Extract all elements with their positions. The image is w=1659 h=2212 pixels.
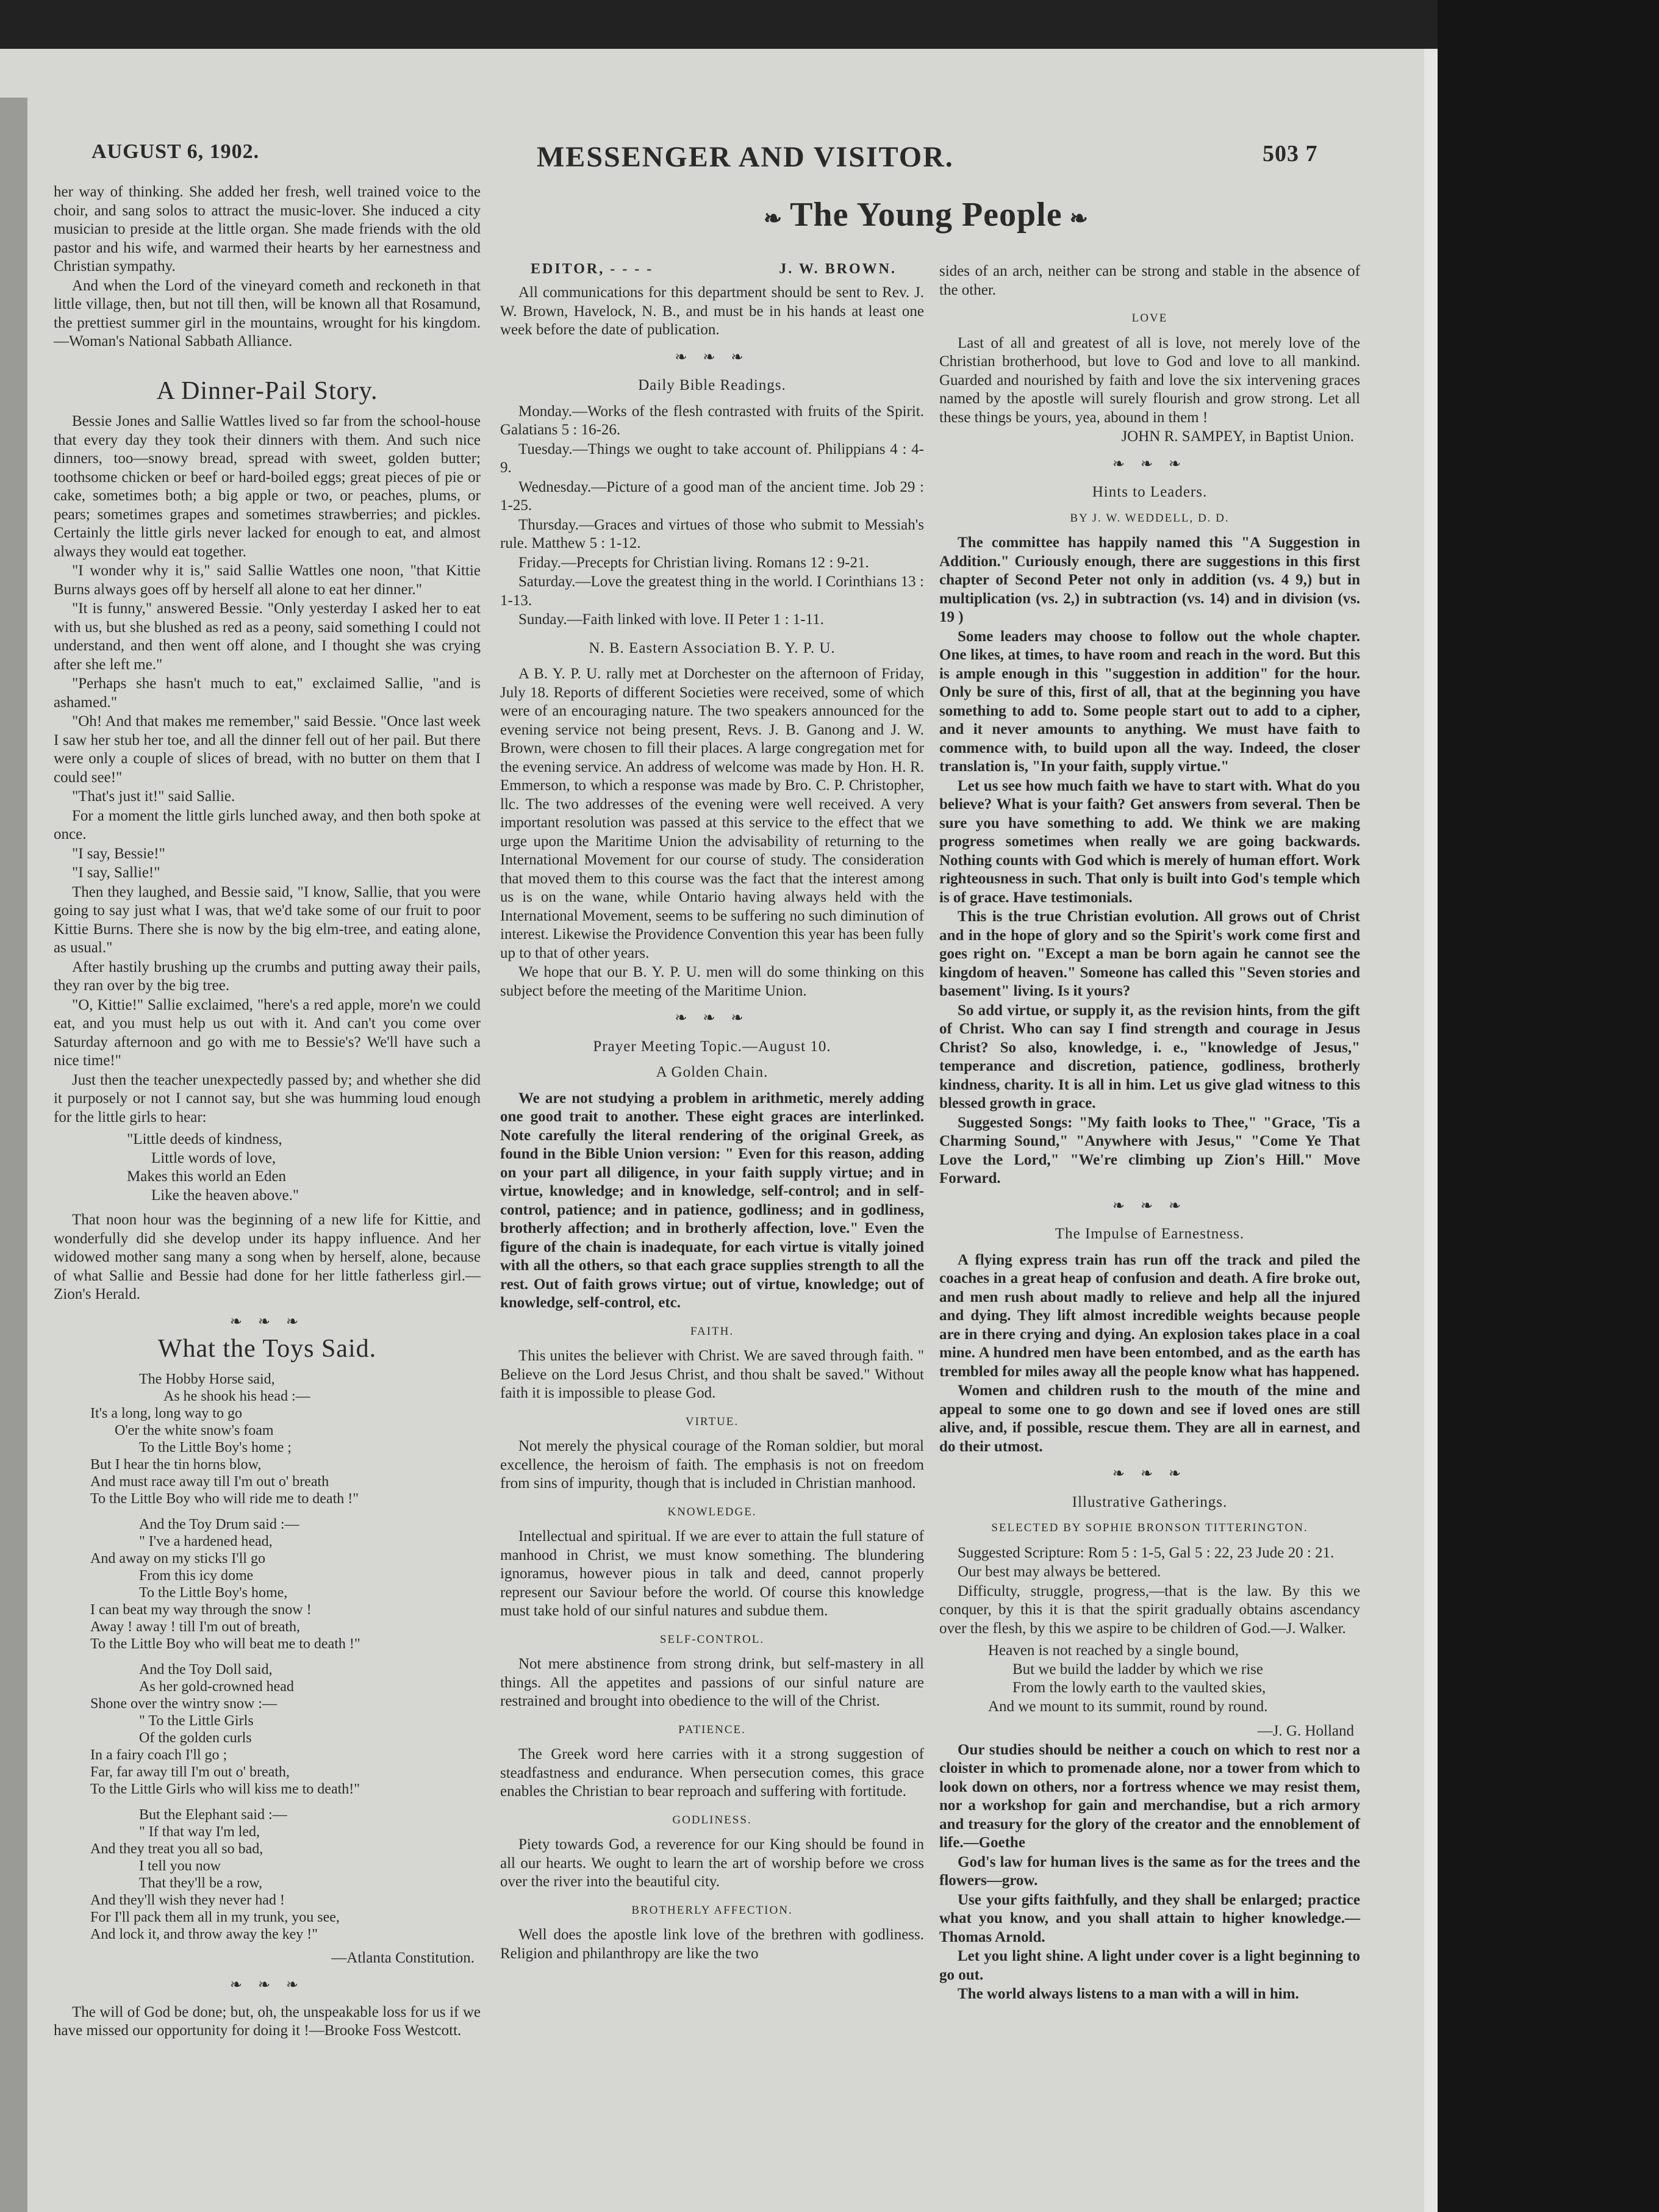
poem-line: Heaven is not reached by a single bound, [988,1642,1239,1659]
subhead-virtue: VIRTUE. [685,1415,739,1428]
paragraph: Not mere abstinence from strong drink, but self-mastery in all things. All the appetites and passions of our sinful nature are restrained and brought into obedience to the will of the Christ. [500,1656,924,1709]
column-right [939,262,1360,2005]
paragraph: This unites the believer with Christ. We are saved through faith. " Believe on the Lord Jesus Christ, and thou shalt be saved." Without faith it is impossible to please God. [500,1348,924,1401]
poem-line: To the Little Boy's home ; [139,1439,292,1456]
poem-line: Shone over the wintry snow :— [90,1695,277,1712]
paragraph: sides of an arch, neither can be strong and stable in the absence of the other. [939,263,1360,298]
poem-line: As her gold-crowned head [139,1678,294,1695]
paragraph: "O, Kittie!" Sallie exclaimed, "here's a red apple, more'n we could eat, and you must help us out with it. And can't you come over Saturday afternoon and go with me to Bessie's? We'll have such a nice time!" [54,996,481,1069]
poem-line: In a fairy coach I'll go ; [90,1747,228,1763]
byline: SELECTED BY SOPHIE BRONSON TITTERINGTON. [991,1521,1308,1534]
paragraph: Our studies should be neither a couch on which to rest nor a cloister in which to promenade alone, nor a tower from which to look down on others, nor a fortress whence we may resist them, nor a workshop for gain and merchandise, but a rich armory and treasury for the glory of the creator and the ennoblement of life.—Goethe [939,1741,1360,1851]
poem-line: And we mount to its summit, round by round. [988,1698,1268,1715]
paragraph: And when the Lord of the vineyard cometh and reckoneth in that little village, then, but not till then, will be known all that Rosamund, the prettiest summer girl in the mountains, wrought for his kingdom.—Woman's National Sabbath Alliance. [54,277,481,350]
page-edge [1424,49,1438,2212]
paragraph: The Greek word here carries with it a strong suggestion of steadfastness and endurance. When persecution comes, this grace enables the Christian to bear reproach and suffering with fortitude. [500,1746,924,1800]
paragraph: A flying express train has run off the track and piled the coaches in a great heap of confusion and death. A fire broke out, and men rush about madly to relieve and help all the injured and dying. They lift almost incredible weights because people are in there crying and dying. An explosion takes place in a coal mine. A hundred men have been entombed, and as the earth has trembled for miles away all the people know what has happened. [939,1251,1360,1380]
section-ornament: ❧ ❧ ❧ [229,1977,305,1993]
poem-line: For I'll pack them all in my trunk, you see, [90,1909,340,1925]
paragraph: Intellectual and spiritual. If we are ever to attain the full stature of manhood in Christ, we must know something. The blundering ignoramus, however pious in talk and deed, cannot properly represent our Saviour before the world. Of course this knowledge must take hold of our sinful natures and subdue them. [500,1528,924,1619]
paragraph: We hope that our B. Y. P. U. men will do some thinking on this subject before the meeting of the Maritime Union. [500,964,924,999]
section-title-prayer: Prayer Meeting Topic.—August 10. [593,1038,831,1055]
paragraph: Our best may always be bettered. [958,1564,1161,1580]
poem-line: To the Little Girls who will kiss me to death!" [90,1781,360,1797]
paragraph: "I say, Sallie!" [72,864,160,881]
poem-line: " I've a hardened head, [139,1533,273,1549]
paragraph: Just then the teacher unexpectedly passed by; and whether she did it purposely or not I cannot say, but she was humming loud enough for the little girls to hear: [54,1071,481,1126]
paragraph: "It is funny," answered Bessie. "Only yesterday I asked her to eat with us, but she blushed as red as a peony, said something I could not understand, and then went off alone, and I thought she was crying after she left me." [54,600,481,673]
section-ornament: ❧ ❧ ❧ [675,349,750,365]
section-ornament: ❧ ❧ ❧ [1112,1198,1188,1214]
paragraph: Piety towards God, a reverence for our King should be found in all our hearts. We ought to learn the art of worship before we cross over the river into the beautiful city. [500,1836,924,1890]
poem-line: And they'll wish they never had ! [90,1892,285,1908]
notice: All communications for this department should be sent to Rev. J. W. Brown, Havelock, N. B., and must be in his hands at least one week before the date of publication. [500,284,924,338]
poem-line: To the Little Boy's home, [139,1584,288,1601]
paragraph: This is the true Christian evolution. All grows out of Christ and in the hope of glory and so the Spirit's work come first and goes right on. "Except a man be born again he cannot see the kingdom of heaven." Someone has called this "Seven stories and basement" living. Is it yours? [939,908,1360,999]
closing-quote: The will of God be done; but, oh, the unspeakable loss for us if we have missed our opportunity for doing it !—Brooke Foss Westcott. [54,2003,481,2039]
subhead-self-control: SELF-CONTROL. [659,1632,765,1646]
subhead-brotherly: BROTHERLY AFFECTION. [631,1903,793,1917]
poem-line: " To the Little Girls [139,1712,254,1729]
page-number: 503 7 [1263,141,1318,167]
paper-title: MESSENGER AND VISITOR. [537,141,954,173]
poem-line: And away on my sticks I'll go [90,1550,265,1567]
subhead-love: LOVE [1131,312,1168,325]
paragraph: After hastily brushing up the crumbs and putting away their pails, they ran over by the big tree. [54,958,481,994]
paragraph: Some leaders may choose to follow out the whole chapter. One likes, at times, to have room and reach in the word. But this is ample enough in this "suggestion in addition" for the hour. Only be sure of this, first of all, that at the beginning you have something to add to. Some people start out to add to a cipher, and it never amounts to anything. We must have faith to commence with, to build upon all the way. Indeed, the closer translation is, "In your faith, supply virtue." [939,628,1360,775]
poem-line: Of the golden curls [139,1729,252,1746]
section-ornament: ❧ ❧ ❧ [1112,1466,1188,1482]
paragraph: Then they laughed, and Bessie said, "I know, Sallie, that you were going to say just what I was, that we'd take some of our fruit to poor Kittie Burns. There she is now by the big elm-tree, and eating alone, as usual." [54,883,481,956]
paragraph: Well does the apostle link love of the brethren with godliness. Religion and philanthropy are like the two [500,1927,924,1962]
paragraph: "Oh! And that makes me remember," said Bessie. "Once last week I saw her stub her toe, and all the dinner fell out of her pail. But there were only a couple of slices of bread, with no butter on them that I could see!" [54,713,481,786]
paragraph: Use your gifts faithfully, and they shall be enlarged; practice what you know, and you shall attain to higher knowledge.—Thomas Arnold. [939,1891,1360,1945]
paragraph: "I wonder why it is," said Sallie Wattles one noon, "that Kittie Burns always goes off by herself all alone to eat her dinner." [54,562,481,598]
verse-line: Makes this world an Eden [127,1168,287,1185]
paragraph: Difficulty, struggle, progress,—that is the law. By this we conquer, by this it is that the spirit gradually obtains ascendancy over the flesh, by this we aspire to be children of God.—J. Walker. [939,1582,1360,1637]
poem-source: —J. G. Holland [1257,1723,1354,1739]
poem-line: And must race away till I'm out o' breath [90,1473,329,1490]
paragraph: God's law for human lives is the same as for the trees and the flowers—grow. [939,1853,1360,1889]
article-title-toys: What the Toys Said. [157,1335,377,1363]
poem-line: But the Elephant said :— [139,1806,287,1823]
byline: JOHN R. SAMPEY, in Baptist Union. [1121,428,1354,445]
poem-line: And lock it, and throw away the key !" [90,1926,318,1942]
reading: Tuesday.—Things we ought to take account of. Philippians 4 : 4-9. [500,440,924,476]
section-title-impulse: The Impulse of Earnestness. [1055,1226,1245,1242]
department-title-text: The Young People [790,196,1062,234]
verse-line: "Little deeds of kindness, [127,1131,282,1147]
editor-line [531,261,897,278]
verse-line: Like the heaven above." [151,1187,299,1204]
poem-line: O'er the white snow's foam [115,1422,274,1438]
paragraph: That noon hour was the beginning of a new life for Kittie, and wonderfully did she develop under its happy influence. And her widowed mother sang many a song when by herself, alone, because of what Sallie and Bessie had done for her little fatherless girl.—Zion's Herald. [54,1212,481,1302]
reading: Sunday.—Faith linked with love. II Peter 1 : 1-11. [518,611,824,628]
poem-line: That they'll be a row, [139,1875,263,1891]
section-ornament: ❧ ❧ ❧ [229,1313,305,1330]
poem-line: And the Toy Doll said, [139,1661,273,1678]
poem-line: I tell you now [139,1858,221,1874]
fleuron-icon: ❧ [1069,206,1089,231]
column-middle [500,284,924,1964]
poem-line: I can beat my way through the snow ! [90,1601,312,1618]
section-ornament: ❧ ❧ ❧ [675,1010,750,1026]
paragraph: her way of thinking. She added her fresh, well trained voice to the choir, and sang solos to attract the music-lover. She induced a city musician to preside at the little organ. She made friends with the old pastor and his wife, and warmed their hearts by her earnestness and Christian sympathy. [54,184,481,275]
paragraph: We are not studying a problem in arithmetic, merely adding one good trait to another. These eight graces are interlinked. Note carefully the literal rendering of the original Greek, as found in the Bible Union version: " Even for this reason, adding on your part all diligence, in your faith supply virtue; and in virtue, knowledge; and in knowledge, self-control; and in self-control, patience; and in patience, godliness; and in godliness, brotherly affection; and in brotherly affection, love." Even the figure of the chain is inadequate, for each virtue is vitally joined with all the others, so that each grace supplies strength to all the rest. Out of faith grows virtue; out of virtue, knowledge; out of knowledge, self-control, etc. [500,1090,924,1311]
poem-line: " If that way I'm led, [139,1823,260,1840]
paragraph: The committee has happily named this "A Suggestion in Addition." Curiously enough, there are suggestions in this first chapter of Second Peter not only in addition (vs. 4 9,) but in multiplication (vs. 2,) in subtraction (vs. 14) and in division (vs. 19 ) [939,534,1360,625]
subhead-patience: PATIENCE. [678,1723,746,1736]
poem-line: Far, far away till I'm out o' breath, [90,1764,290,1780]
poem-line: To the Little Boy who will beat me to death !" [90,1636,360,1652]
column-left [54,183,481,2041]
byline: BY J. W. WEDDELL, D. D. [1070,511,1230,525]
poem-toys [90,1371,481,1943]
reading: Friday.—Precepts for Christian living. Romans 12 : 9-21. [518,554,869,571]
paragraph: Women and children rush to the mouth of the mine and appeal to some one to go down and see if loved ones are still alive, and, if possible, rescue them. They are all in earnest, and do their utmost. [939,1382,1360,1455]
section-ornament: ❧ ❧ ❧ [1112,456,1188,472]
reading: Saturday.—Love the greatest thing in the world. I Corinthians 13 : 1-13. [500,573,924,609]
poem-line: To the Little Boy who will ride me to death !" [90,1490,359,1507]
poem-line: From the lowly earth to the vaulted skies, [1012,1679,1266,1696]
reading: Thursday.—Graces and virtues of those who submit to Messiah's rule. Matthew 5 : 1-12. [500,516,924,551]
verse [127,1130,481,1205]
poem-line: And they treat you all so bad, [90,1840,263,1857]
fleuron-icon: ❧ [764,206,783,231]
reading: Wednesday.—Picture of a good man of the ancient time. Job 29 : 1-25. [500,478,924,514]
paragraph: For a moment the little girls lunched away, and then both spoke at once. [54,807,481,842]
paragraph: Suggested Scripture: Rom 5 : 1-5, Gal 5 : 22, 23 Jude 20 : 21. [958,1544,1335,1561]
poem-line: As he shook his head :— [163,1388,310,1404]
article-title-dinner-pail: A Dinner-Pail Story. [156,376,378,405]
scan-background [1438,0,1659,2212]
subhead-faith: FAITH. [690,1324,734,1338]
poem-line: But we build the ladder by which we rise [1012,1661,1264,1678]
paragraph: Bessie Jones and Sallie Wattles lived so far from the school-house that every day they took their dinners with them. And such nice dinners, too—snowy bread, spread with sweet, golden butter; toothsome chicken or beef or hard-boiled eggs; great pieces of pie or cake, sometimes both; a big apple or two, or peaches, plums, or pears; sometimes grapes and sometimes strawberries; and pickles. Certainly the little girls never lacked for enough to eat, and almost always they would eat together. [54,413,481,560]
paragraph: "I say, Bessie!" [72,845,165,862]
subhead-godliness: GODLINESS. [672,1813,752,1826]
paragraph: A B. Y. P. U. rally met at Dorchester on the afternoon of Friday, July 18. Reports of different Societies were received, some of which were of an encouraging nature. The two speakers announced for the evening service not being present, Revs. J. B. Ganong and J. W. Brown, were chosen to fill their places. A large congregation met for the evening service. An address of welcome was made by Hon. H. R. Emmerson, to which a response was made by Bro. C. P. Christopher, llc. The two addresses of the evening were well received. A very important resolution was passed at this service to the effect that we urge upon the Maritime Union the advisability of returning to the International Movement for our course of study. The consideration that moved them to this course was the fact that the interest among us is on the wane, while Ontario having always held with the International Movement, seems to be suffering no such diminution of interest. Likewise the Providence Convention this year has been fully up to that of other years. [500,666,924,961]
department-title [756,195,1096,234]
paragraph: Let us see how much faith we have to start with. What do you believe? What is your faith? Get answers from several. Then be sure you have something to add. We think we are making progress sometimes when really we are going backwards. Nothing counts with God which is merely of human effort. Work righteousness in such. That only is built into God's temple which is of grace. Have testimonials. [939,777,1360,906]
reading: Monday.—Works of the flesh contrasted with fruits of the Spirit. Galatians 5 : 16-26. [500,403,924,438]
poem-holland [988,1642,1360,1716]
poem-line: From this icy dome [139,1567,254,1584]
paragraph: So add virtue, or supply it, as the revision hints, from the gift of Christ. Who can say I find strength and courage in Jesus Christ? So also, knowledge, i. e., "knowledge of Jesus," temperance and discretion, patience, godliness, brotherly kindness, charity. It is all in him. Let us give glad witness to this blessed growth in grace. [939,1002,1360,1111]
editor-label: EDITOR, - - - - [531,261,654,277]
issue-date: AUGUST 6, 1902. [91,140,260,163]
section-title-bible: Daily Bible Readings. [638,377,786,393]
poem-line: And the Toy Drum said :— [139,1516,299,1532]
scan-top-edge [0,0,1438,49]
paragraph: Let you light shine. A light under cover is a light beginning to go out. [939,1948,1360,1983]
paragraph: Last of all and greatest of all is love, not merely love of the Christian brotherhood, but love to God and love to all mankind. Guarded and nourished by faith and love the six intervening graces named by the apostle will surely flourish and grow strong. Let all these things be yours, yea, abound in them ! [939,334,1360,426]
verse-line: Little words of love, [151,1149,276,1166]
paragraph: Not merely the physical courage of the Roman soldier, but moral excellence, the heroism of faith. The emphasis is not on freedom from sins of impurity, though that is included in Christian manhood. [500,1438,924,1492]
editor-name: J. W. BROWN. [779,261,897,277]
section-title-association: N. B. Eastern Association B. Y. P. U. [589,639,836,656]
subhead-knowledge: KNOWLEDGE. [667,1505,757,1518]
poem-source: —Atlanta Constitution. [331,1949,475,1966]
poem-line: It's a long, long way to go [90,1405,242,1421]
poem-line: The Hobby Horse said, [139,1371,275,1387]
section-title-hints: Hints to Leaders. [1092,484,1208,500]
left-margin-shadow [0,98,27,2212]
poem-line: Away ! away ! till I'm out of breath, [90,1618,301,1635]
paragraph: "Perhaps she hasn't much to eat," exclaimed Sallie, "and is ashamed." [54,675,481,711]
paragraph: "That's just it!" said Sallie. [72,788,235,805]
section-title-illustrative: Illustrative Gatherings. [1072,1493,1228,1510]
section-title-chain: A Golden Chain. [656,1064,769,1080]
poem-line: But I hear the tin horns blow, [90,1456,262,1473]
paragraph: The world always listens to a man with a will in him. [958,1986,1299,2002]
paragraph: Suggested Songs: "My faith looks to Thee," "Grace, 'Tis a Charming Sound," "Anywhere with Jesus," "Come Ye That Love the Lord," "We're climbing up Zion's Hill." Move Forward. [939,1114,1360,1187]
